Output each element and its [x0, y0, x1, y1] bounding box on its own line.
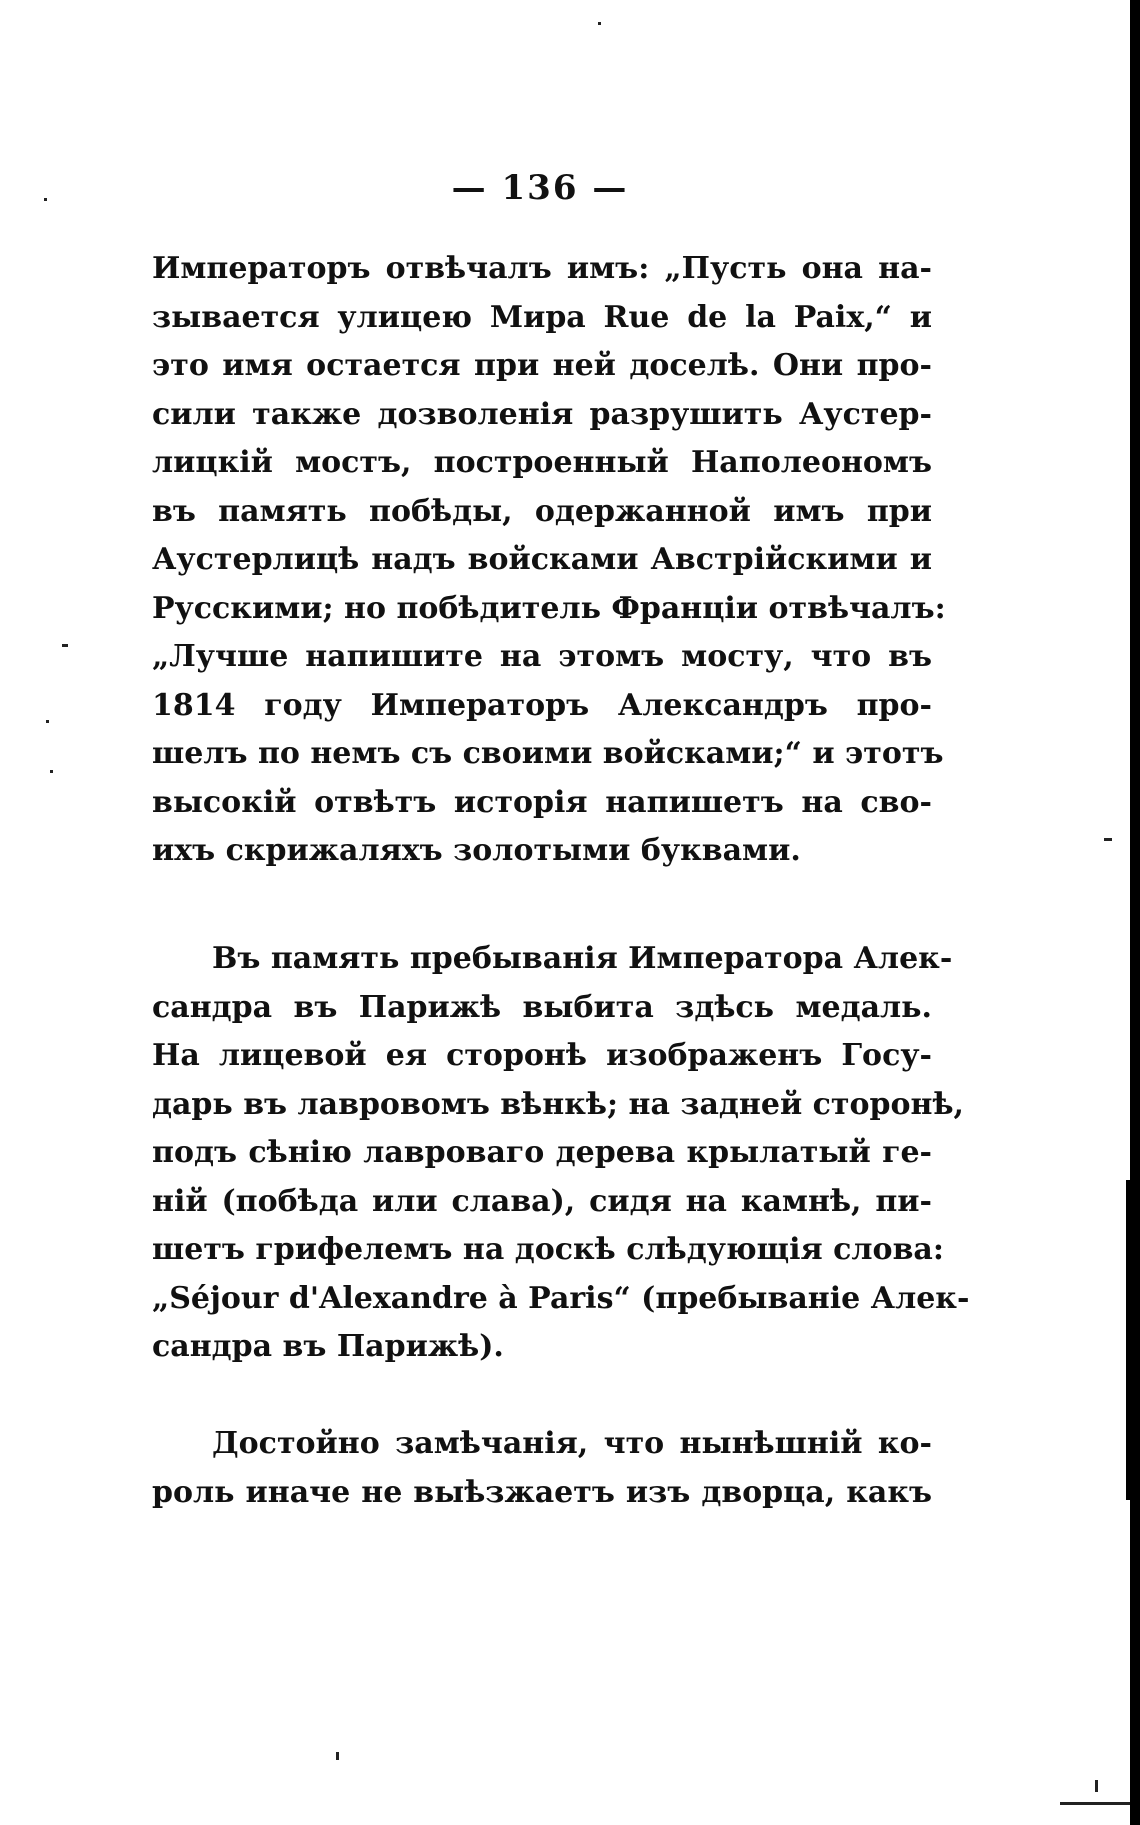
text-line: „Лучше напишите на этомъ мосту, что въ	[152, 639, 932, 674]
text-line: 1814 году Императоръ Александръ про-	[152, 687, 932, 723]
scan-speck	[1104, 838, 1112, 841]
scan-speck	[598, 22, 601, 25]
text-line: сандра въ Парижѣ).	[152, 1329, 504, 1364]
scan-speck	[50, 770, 53, 773]
text-line: роль иначе не выѣзжаетъ изъ дворца, какъ	[152, 1474, 932, 1510]
scan-speck	[62, 644, 68, 647]
scan-speck	[44, 198, 47, 201]
text-line: Въ память пребыванія Императора Алек-	[212, 941, 953, 976]
text-line: сандра въ Парижѣ выбита здѣсь медаль.	[152, 989, 932, 1025]
text-line: Русскими; но побѣдитель Франціи отвѣчалъ:	[152, 590, 946, 626]
text-line: шелъ по немъ съ своими войсками;“ и этотъ	[152, 736, 944, 771]
text-line: шетъ грифелемъ на доскѣ слѣдующія слова:	[152, 1232, 944, 1267]
text-line: это имя остается при ней доселѣ. Они про-	[152, 348, 932, 383]
scan-speck	[46, 720, 49, 723]
page-edge-shadow-lower	[1126, 1180, 1130, 1500]
text-line: сили также дозволенія разрушить Аустер-	[152, 396, 932, 432]
text-line: дарь въ лавровомъ вѣнкѣ; на задней сторонѣ,	[152, 1086, 964, 1122]
text-line: Аустерлицѣ надъ войсками Австрійскими и	[152, 542, 932, 577]
text-line: высокій отвѣтъ исторія напишетъ на сво-	[152, 784, 932, 820]
page-edge-shadow	[1130, 0, 1140, 1825]
text-line: „Séjour d'Alexandre à Paris“ (пребываніе Алек-	[152, 1280, 970, 1316]
text-line: На лицевой ея сторонѣ изображенъ Госу-	[152, 1038, 932, 1073]
scan-speck	[1095, 1780, 1098, 1792]
text-line: подъ сѣнію лавроваго дерева крылатый ге-	[152, 1135, 932, 1170]
text-line: ихъ скрижаляхъ золотыми буквами.	[152, 833, 801, 868]
text-line: зывается улицею Мира Rue de la Paix,“ и	[152, 299, 932, 335]
text-line: лицкій мостъ, построенный Наполеономъ	[152, 445, 932, 480]
paragraph-1	[152, 245, 946, 876]
text-line: Достойно замѣчанія, что нынѣшній ко-	[212, 1426, 932, 1461]
page-number: — 136 —	[451, 168, 629, 208]
scan-speck	[1060, 1802, 1130, 1805]
text-line: ній (побѣда или слава), сидя на камнѣ, пи-	[152, 1183, 932, 1219]
paragraph-2	[152, 935, 970, 1372]
text-line: Императоръ отвѣчалъ имъ: „Пусть она на-	[152, 251, 932, 286]
text-line: въ память побѣды, одержанной имъ при	[152, 493, 932, 529]
scan-speck	[336, 1752, 339, 1760]
paragraph-3	[152, 1420, 932, 1517]
